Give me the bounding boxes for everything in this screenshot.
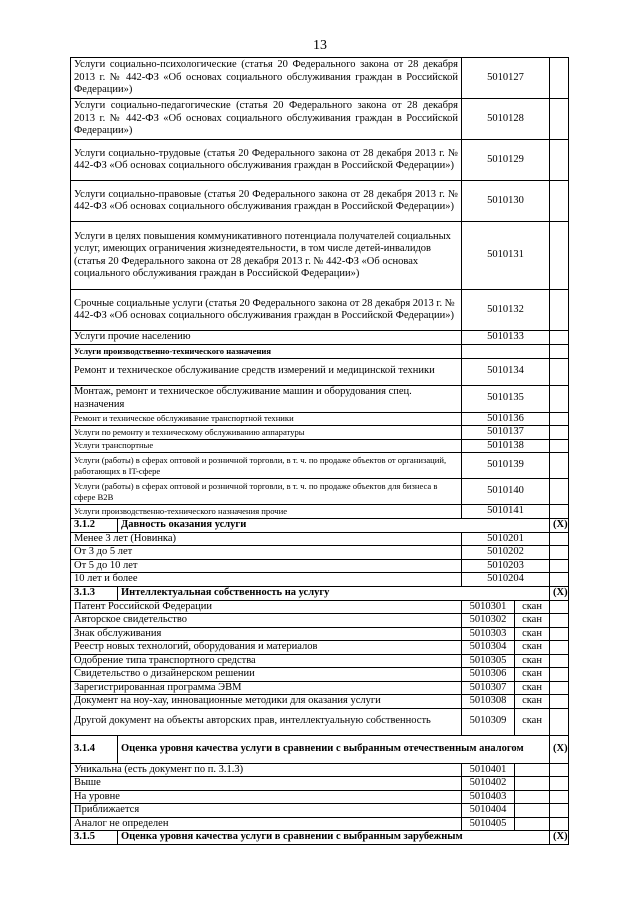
option-label: Аналог не определен — [71, 817, 462, 831]
table-row — [71, 654, 569, 668]
section-mark: (Х) — [550, 518, 569, 532]
table-row — [71, 777, 569, 791]
service-label: Услуги (работы) в сферах оптовой и розничной торговли, в т. ч. по продаже объектов для бизнеса в сфере B2B — [71, 479, 462, 505]
option-label: Патент Российской Федерации — [71, 600, 462, 614]
option-label: Приближается — [71, 804, 462, 818]
page-number: 13 — [313, 38, 327, 53]
table-row — [71, 385, 569, 412]
table-row — [71, 222, 569, 290]
service-code: 5010137 — [462, 426, 550, 440]
service-label: Услуги социально-трудовые (статья 20 Федерального закона от 28 декабря 2013 г. № 442-ФЗ «Об основах социального обслуживания граждан в Российской Федерации») — [71, 140, 462, 181]
service-label: Услуги социально-правовые (статья 20 Федерального закона от 28 декабря 2013 г. № 442-ФЗ «Об основах социального обслуживания граждан в Российской Федерации») — [71, 181, 462, 222]
section-mark: (Х) — [550, 735, 569, 763]
table-row — [71, 505, 569, 519]
services-document — [70, 57, 568, 845]
option-label: Знак обслуживания — [71, 627, 462, 641]
option-label: Авторское свидетельство — [71, 614, 462, 628]
table-row — [71, 532, 569, 546]
table-row — [71, 614, 569, 628]
option-label: Менее 3 лет (Новинка) — [71, 532, 462, 546]
service-code: 5010128 — [462, 99, 550, 140]
service-code: 5010127 — [462, 58, 550, 99]
table-row — [71, 627, 569, 641]
option-code: 5010404 — [462, 804, 515, 818]
scan-label: скан — [515, 708, 550, 735]
section-number: 3.1.2 — [71, 518, 118, 532]
service-code: 5010130 — [462, 181, 550, 222]
table-row — [71, 600, 569, 614]
table-row — [71, 439, 569, 453]
table-row — [71, 668, 569, 682]
scan-label: скан — [515, 695, 550, 709]
section-number: 3.1.4 — [71, 735, 118, 763]
service-code: 5010133 — [462, 331, 550, 345]
table-row — [71, 58, 569, 99]
section-header-row — [71, 518, 569, 532]
option-label: На уровне — [71, 790, 462, 804]
option-code: 5010301 — [462, 600, 515, 614]
option-label: 10 лет и более — [71, 573, 462, 587]
table-row — [71, 331, 569, 345]
table-row — [71, 559, 569, 573]
option-code: 5010308 — [462, 695, 515, 709]
service-code: 5010139 — [462, 453, 550, 479]
table-row — [71, 426, 569, 440]
table-row — [71, 817, 569, 831]
option-code: 5010307 — [462, 681, 515, 695]
production-heading: Услуги производственно-технического назначения — [71, 344, 462, 358]
section-title: Оценка уровня качества услуги в сравнении с выбранным зарубежным — [118, 831, 550, 845]
table-row — [71, 763, 569, 777]
service-label: Монтаж, ремонт и техническое обслуживание машин и оборудования спец. назначения — [71, 385, 462, 412]
option-label: Реестр новых технологий, оборудования и материалов — [71, 641, 462, 655]
table-row — [71, 358, 569, 385]
table-row — [71, 804, 569, 818]
table-row — [71, 681, 569, 695]
table-row — [71, 546, 569, 560]
option-code: 5010204 — [462, 573, 550, 587]
option-label: Документ на ноу-хау, инновационные методики для оказания услуги — [71, 695, 462, 709]
service-code: 5010138 — [462, 439, 550, 453]
section-mark: (Х) — [550, 831, 569, 845]
option-code: 5010203 — [462, 559, 550, 573]
option-code: 5010302 — [462, 614, 515, 628]
option-label: Свидетельство о дизайнерском решении — [71, 668, 462, 682]
service-label: Срочные социальные услуги (статья 20 Федерального закона от 28 декабря 2013 г. № 442-ФЗ «Об основах социального обслуживания граждан в Российской Федерации») — [71, 290, 462, 331]
table-row — [71, 695, 569, 709]
table-row — [71, 344, 569, 358]
service-label: Услуги (работы) в сферах оптовой и розничной торговли, в т. ч. по продаже объектов от организаций, работающих в IT-сфере — [71, 453, 462, 479]
option-code: 5010202 — [462, 546, 550, 560]
table-row — [71, 290, 569, 331]
section-header-row — [71, 735, 569, 763]
service-code: 5010132 — [462, 290, 550, 331]
service-code: 5010129 — [462, 140, 550, 181]
option-label: От 5 до 10 лет — [71, 559, 462, 573]
option-label: От 3 до 5 лет — [71, 546, 462, 560]
service-code: 5010135 — [462, 385, 550, 412]
option-code: 5010405 — [462, 817, 515, 831]
scan-label: скан — [515, 614, 550, 628]
option-code: 5010403 — [462, 790, 515, 804]
option-label: Одобрение типа транспортного средства — [71, 654, 462, 668]
service-label: Ремонт и техническое обслуживание транспортной техники — [71, 412, 462, 426]
table-row — [71, 140, 569, 181]
option-label: Выше — [71, 777, 462, 791]
option-label: Зарегистрированная программа ЭВМ — [71, 681, 462, 695]
section-title: Интеллектуальная собственность на услугу — [118, 586, 550, 600]
section-mark: (Х) — [550, 586, 569, 600]
section-title: Оценка уровня качества услуги в сравнении с выбранным отечественным аналогом — [118, 735, 550, 763]
table-row — [71, 99, 569, 140]
service-label: Услуги социально-психологические (статья 20 Федерального закона от 28 декабря 2013 г. № 442-ФЗ «Об основах социального обслуживания граждан в Российской Федерации») — [71, 58, 462, 99]
table-row — [71, 708, 569, 735]
section-header-row — [71, 831, 569, 845]
table-row — [71, 412, 569, 426]
section-title: Давность оказания услуги — [118, 518, 550, 532]
option-code: 5010201 — [462, 532, 550, 546]
table-row — [71, 479, 569, 505]
option-code: 5010303 — [462, 627, 515, 641]
service-label: Услуги транспортные — [71, 439, 462, 453]
table-row — [71, 181, 569, 222]
scan-label: скан — [515, 654, 550, 668]
scan-label: скан — [515, 627, 550, 641]
service-code: 5010131 — [462, 222, 550, 290]
table-row — [71, 641, 569, 655]
option-code: 5010402 — [462, 777, 515, 791]
scan-label: скан — [515, 681, 550, 695]
option-code: 5010309 — [462, 708, 515, 735]
table-row — [71, 453, 569, 479]
option-code: 5010306 — [462, 668, 515, 682]
service-label: Услуги социально-педагогические (статья 20 Федерального закона от 28 декабря 2013 г. № 442-ФЗ «Об основах социального обслуживания граждан в Российской Федерации») — [71, 99, 462, 140]
section-header-row — [71, 586, 569, 600]
service-label: Услуги прочие населению — [71, 331, 462, 345]
service-code: 5010140 — [462, 479, 550, 505]
option-label: Другой документ на объекты авторских прав, интеллектуальную собственность — [71, 708, 462, 735]
option-code: 5010401 — [462, 763, 515, 777]
service-code: 5010136 — [462, 412, 550, 426]
option-label: Уникальна (есть документ по п. 3.1.3) — [71, 763, 462, 777]
service-label: Ремонт и техническое обслуживание средств измерений и медицинской техники — [71, 358, 462, 385]
service-label: Услуги производственно-технического назначения прочие — [71, 505, 462, 519]
scan-label: скан — [515, 641, 550, 655]
service-label: Услуги в целях повышения коммуникативного потенциала получателей социальных услуг, имеющих ограничения жизнедеятельности, в том числе детей-инвалидов (статья 20 Федерального закона от 28 декабря 2013 г. № 442-ФЗ «Об основах социального обслуживания граждан в Российской Федерации») — [71, 222, 462, 290]
section-number: 3.1.3 — [71, 586, 118, 600]
services-table — [70, 57, 569, 845]
scan-label: скан — [515, 600, 550, 614]
service-label: Услуги по ремонту и техническому обслуживанию аппаратуры — [71, 426, 462, 440]
table-row — [71, 573, 569, 587]
option-code: 5010304 — [462, 641, 515, 655]
service-code: 5010141 — [462, 505, 550, 519]
scan-label: скан — [515, 668, 550, 682]
table-row — [71, 790, 569, 804]
option-code: 5010305 — [462, 654, 515, 668]
section-number: 3.1.5 — [71, 831, 118, 845]
service-code: 5010134 — [462, 358, 550, 385]
